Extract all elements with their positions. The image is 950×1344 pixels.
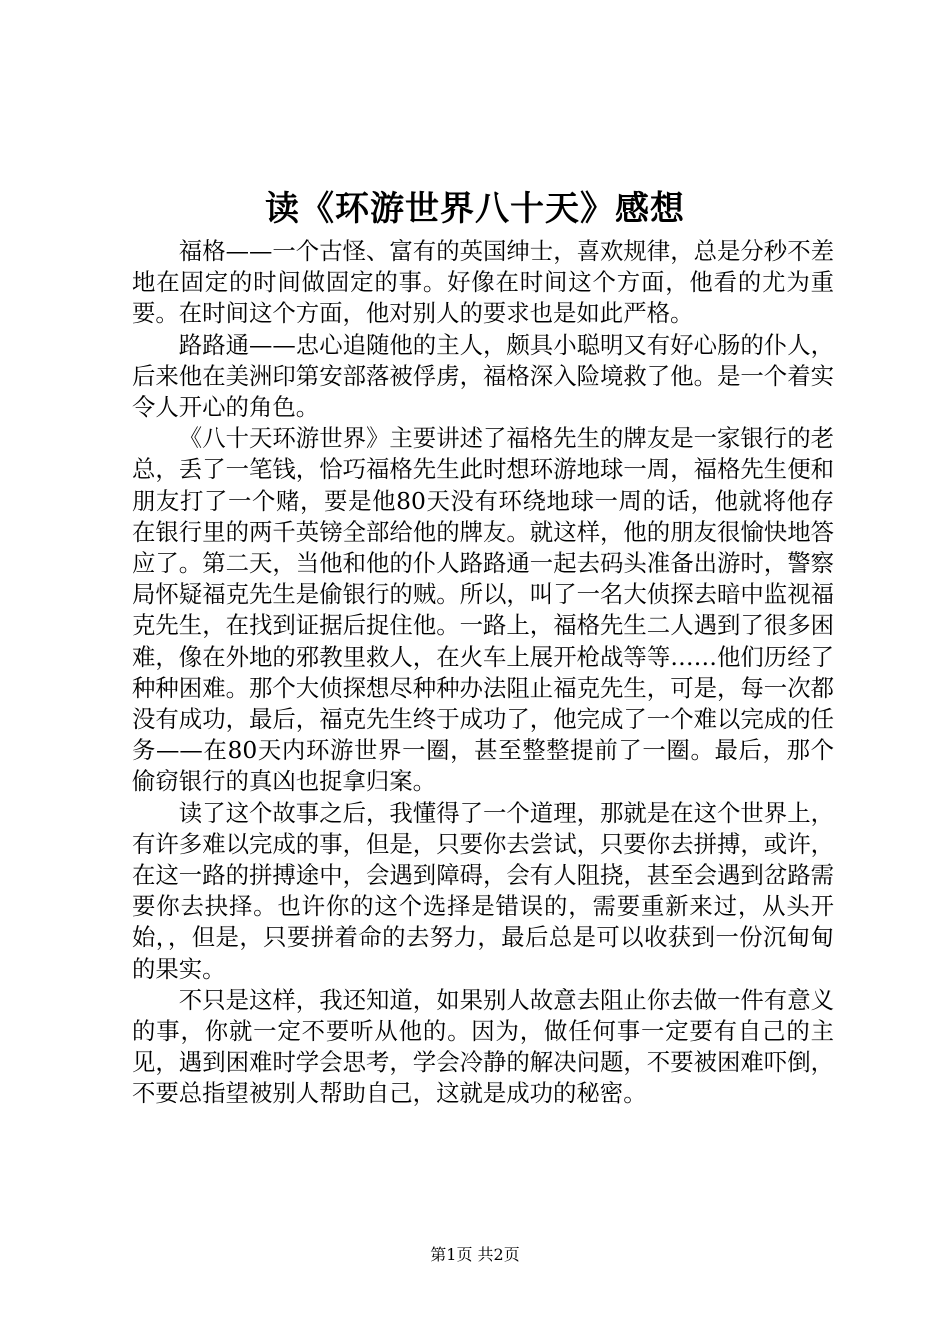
paragraph-fogg: 福格——一个古怪、富有的英国绅士，喜欢规律，总是分秒不差地在固定的时间做固定的事。好像在时间这个方面，他看的尤为重要。在时间这个方面，他对别人的要求也是如此严格。 — [132, 237, 834, 328]
paragraph-conclusion: 不只是这样，我还知道，如果别人故意去阻止你去做一件有意义的事，你就一定不要听从他的。因为，做任何事一定要有自己的主见，遇到困难时学会思考，学会冷静的解决问题，不要被困难吓倒，不要总指望被别人帮助自己，这就是成功的秘密。 — [132, 985, 834, 1108]
paragraph-passepartout: 路路通——忠心追随他的主人，颇具小聪明又有好心肠的仆人，后来他在美洲印第安部落被俘虏，福格深入险境救了他。是一个着实令人开心的角色。 — [132, 330, 834, 422]
document-title: 读《环游世界八十天》感想 — [265, 189, 685, 229]
paragraph-lesson: 读了这个故事之后，我懂得了一个道理，那就是在这个世界上，有许多难以完成的事，但是，只要你去尝试，只要你去拼搏，或许，在这一路的拼搏途中，会遇到障碍，会有人阻挠，甚至会遇到岔路需要你去抉择。也许你的这个选择是错误的，需要重新来过，从头开始，，但是，只要拼着命的去努力，最后总是可以收获到一份沉甸甸的果实。 — [132, 798, 834, 983]
page-number-footer: 第1页 共2页 — [430, 1245, 520, 1264]
paragraph-plot-summary: 《八十天环游世界》主要讲述了福格先生的牌友是一家银行的老总，丢了一笔钱，恰巧福格先生此时想环游地球一周，福格先生便和朋友打了一个赌，要是他80天没有环绕地球一周的话，他就将他存在银行里的两千英镑全部给他的牌友。就这样，他的朋友很愉快地答应了。第二天，当他和他的仆人路路通一起去码头准备出游时，警察局怀疑福克先生是偷银行的贼。所以，叫了一名大侦探去暗中监视福克先生，在找到证据后捉住他。一路上，福格先生二人遇到了很多困难，像在外地的邪教里救人，在火车上展开枪战等等……他们历经了种种困难。那个大侦探想尽种种办法阻止福克先生，可是，每一次都没有成功，最后，福克先生终于成功了，他完成了一个难以完成的任务——在80天内环游世界一圈，甚至整整提前了一圈。最后，那个偷窃银行的真凶也捉拿归案。 — [132, 424, 834, 796]
document-body — [132, 236, 834, 1110]
